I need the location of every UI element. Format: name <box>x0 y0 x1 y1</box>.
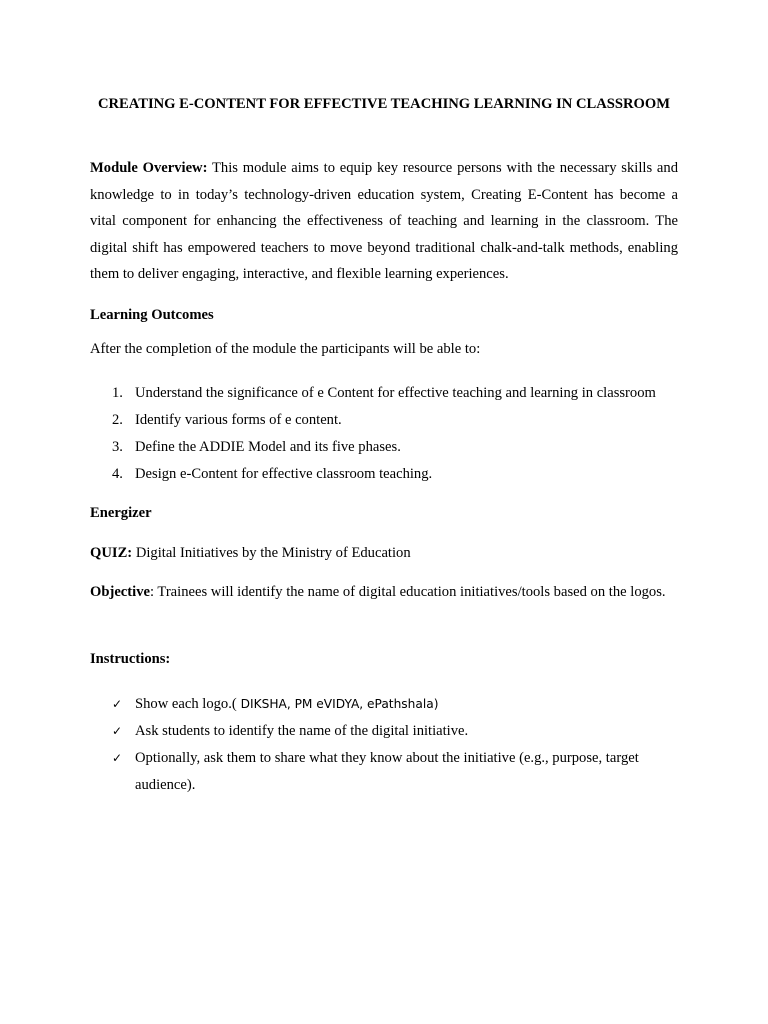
objective-label: Objective <box>90 584 150 600</box>
checkmark-icon: ✓ <box>112 697 123 711</box>
learning-outcomes-intro: After the completion of the module the participants will be able to: <box>90 341 481 357</box>
list-item-number: 1. <box>112 385 123 401</box>
energizer-heading: Energizer <box>90 505 152 521</box>
list-item-number: 4. <box>112 466 123 482</box>
module-overview-text: This module aims to equip key resource persons with the necessary skills and knowledge to in today’s technology-driven education system, Creating E-Content has become a vital component for enhancing the effectiveness of teaching and learning in the classroom. The digital shift has empowered teachers to move beyond traditional chalk-and-talk methods, enabling them to deliver engaging, interactive, and flexible learning experiences. <box>90 160 678 283</box>
quiz-text: Digital Initiatives by the Ministry of Education <box>132 545 411 561</box>
learning-outcomes-heading: Learning Outcomes <box>90 307 214 323</box>
list-item-text: Optionally, ask them to share what they know about the initiative (e.g., purpose, target audience). <box>135 750 639 793</box>
instructions-heading: Instructions: <box>90 651 171 667</box>
quiz-line <box>90 543 411 563</box>
list-item-number: 2. <box>112 412 123 428</box>
objective-text: : Trainees will identify the name of digital education initiatives/tools based on the logos. <box>149 584 666 600</box>
logo-names: DIKSHA, PM eVIDYA, ePathshala) <box>236 697 439 711</box>
list-item-text: Design e-Content for effective classroom teaching. <box>135 466 433 482</box>
list-item-text: Ask students to identify the name of the digital initiative. <box>135 723 469 739</box>
checkmark-icon: ✓ <box>112 751 123 765</box>
checkmark-icon: ✓ <box>112 724 123 738</box>
list-item-text: Understand the significance of e Content for effective teaching and learning in classroom <box>135 385 656 401</box>
module-overview-label: Module Overview: <box>90 160 208 176</box>
objective-paragraph <box>90 579 678 606</box>
list-item-text: Identify various forms of e content. <box>135 412 342 428</box>
list-item-text: Define the ADDIE Model and its five phases. <box>135 439 401 455</box>
list-item-number: 3. <box>112 439 123 455</box>
list-item-text: Show each logo.( DIKSHA, PM eVIDYA, ePathshala) <box>135 696 439 712</box>
module-overview-paragraph <box>90 155 678 288</box>
page-title: CREATING E-CONTENT FOR EFFECTIVE TEACHING LEARNING IN CLASSROOM <box>97 96 671 112</box>
quiz-label: QUIZ: <box>90 545 133 561</box>
